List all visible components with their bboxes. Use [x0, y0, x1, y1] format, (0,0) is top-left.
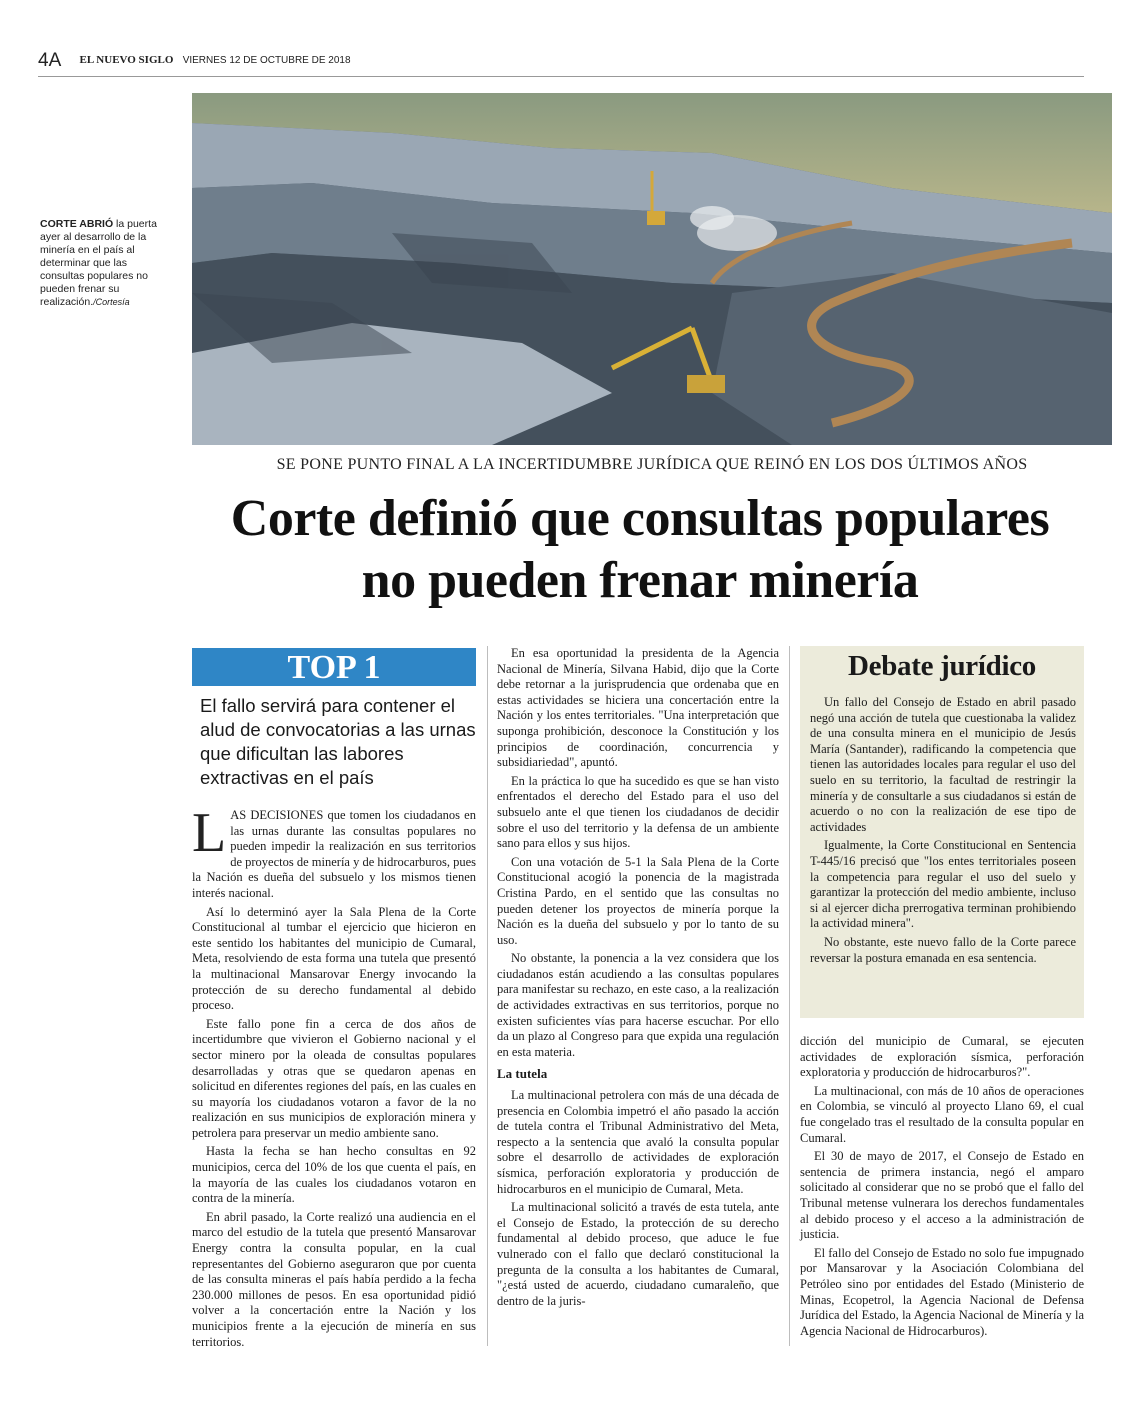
photo-caption	[40, 218, 170, 309]
caption-text: la puerta ayer al desarrollo de la minería en el país al determinar que las consultas populares no pueden frenar su realización.	[40, 218, 157, 308]
article-paragraph: No obstante, la ponencia a la vez considera que los ciudadanos están acudiendo a las consultas populares para manifestar su rechazo, en este caso, a la realización de actividades extractivas en sus territorios, porque no existen suficientes vías para hacerse escuchar. Por ello da un plazo al Congreso para que expida una regulación en esta materia.	[497, 951, 779, 1059]
newspaper-name: EL NUEVO SIGLO	[79, 54, 174, 66]
article-paragraph: En la práctica lo que ha sucedido es que se han visto enfrentados el derecho del Estado para el uso del subsuelo ante el que tienen los ciudadanos de decidir sobre el uso del territorio y la defensa de un ambiente sano para ellos y sus hijos.	[497, 773, 779, 851]
article-paragraph: Este fallo pone fin a cerca de dos años de incertidumbre que vivieron el Gobierno nacional y el sector minero por la oleada de consultas populares desarrolladas y otras que se quedaron apenas en solicitud en diferentes regiones del país, en las cuales en su mayoría los ciudadanos votaron a favor de la no realización en sus municipios de exploración minera y petrolera para preservar un medio ambiente sano.	[192, 1016, 476, 1140]
page-number: 4A	[38, 50, 61, 71]
subhead: La tutela	[497, 1066, 548, 1082]
kicker: SE PONE PUNTO FINAL A LA INCERTIDUMBRE JURÍDICA QUE REINÓ EN LOS DOS ÚLTIMOS AÑOS	[276, 456, 1028, 473]
top-rule	[38, 76, 1084, 77]
lead-smallcaps: AS DECISIONES	[230, 808, 324, 822]
article-paragraph: Con una votación de 5-1 la Sala Plena de la Corte Constitucional acogió la ponencia de la magistrada Cristina Pardo, en el sentido que las consultas no pueden detener los proyectos de minería porque la Nación es la dueña del subsuelo y por lo tanto de su uso.	[497, 854, 779, 947]
article-paragraph: En abril pasado, la Corte realizó una audiencia en el marco del estudio de la tutela que presentó Mansarovar Energy contra la consulta popular, en la cual representantes del Gobierno aseguraron que por cuenta de las consulta mineras el país había perdido a la fecha 230.000 millones de pesos. En esa oportunidad pidió volver a la concertación entre la Nación y los municipios frente a la ejecución de minería en sus territorios.	[192, 1209, 476, 1349]
article-paragraph: El fallo del Consejo de Estado no solo fue impugnado por Mansarovar y la Asociación Colombiana del Petróleo sino por entidades del Estado (Ministerio de Minas, Ecopetrol, la Agencia Nacional de Defensa Jurídica del Estado, la Agencia Nacional de Minería y la Agencia Nacional de Hidrocarburos).	[800, 1245, 1084, 1338]
issue-date: VIERNES 12 DE OCTUBRE DE 2018	[182, 55, 351, 66]
column-divider	[789, 646, 790, 1346]
caption-lead: CORTE ABRIÓ	[40, 218, 114, 230]
article-paragraph: La multinacional petrolera con más de una década de presencia en Colombia impetró el año pasado la acción de tutela contra el Tribunal Administrativo del Meta, respecto a la sentencia que avaló la consulta popular sobre el desarrollo de actividades de exploración sísmica, perforación exploratoria y producción de hidrocarburos en el municipio de Cumaral, Meta.	[497, 1088, 779, 1196]
headline-line-1: Corte definió que consultas populares	[230, 490, 1050, 547]
caption-credit: /Cortesía	[93, 297, 130, 307]
lead-text: que tomen los ciudadanos en las urnas durante las consultas populares no pueden impedir la realización en sus territorios de proyectos de minería y de hidrocarburos, pues la Nación es dueña del subsuelo y los mismos tienen interés nacional.	[192, 808, 476, 900]
drop-cap: L	[192, 802, 227, 864]
page-folio	[38, 50, 351, 72]
article-paragraph: La multinacional, con más de 10 años de operaciones en Colombia, se vinculó al proyecto Llano 69, el cual fue congelado tras el resultado de la consulta popular en Cumaral.	[800, 1083, 1084, 1145]
sidebar-title: Debate jurídico	[848, 650, 1036, 682]
article-lead-paragraph	[192, 802, 476, 902]
deck-summary: El fallo servirá para contener el alud de convocatorias a las urnas que dificultan las labores extractivas en el país	[200, 695, 476, 788]
sidebar-body	[810, 695, 1076, 969]
mine-photo	[192, 93, 1112, 445]
top-box-label: TOP 1	[192, 648, 476, 686]
article-paragraph: El 30 de mayo de 2017, el Consejo de Estado en sentencia de primera instancia, negó el amparo solicitado al considerar que no se probó que el fallo del Tribunal metense vulnerara los derechos fundamentales al debido proceso y el acceso a la administración de justicia.	[800, 1149, 1084, 1242]
headline	[150, 488, 1124, 612]
article-paragraph: Hasta la fecha se han hecho consultas en 92 municipios, cerca del 10% de los que cuenta el país, en la mayoría de las cuales los ciudadanos votaron en contra de la minería.	[192, 1144, 476, 1206]
sidebar-paragraph: Igualmente, la Corte Constitucional en Sentencia T-445/16 precisó que "los entes territoriales poseen la competencia para regular el uso del suelo y garantizar la protección del medio ambiente, incluso si al ejercer dicha prerrogativa terminan prohibiendo la actividad minera".	[810, 838, 1076, 931]
headline-line-2: no pueden frenar minería	[361, 552, 919, 609]
article-column-1	[192, 802, 476, 1353]
sidebar-paragraph: No obstante, este nuevo fallo de la Corte parece reversar la postura emanada en esa sentencia.	[810, 934, 1076, 965]
article-paragraph: En esa oportunidad la presidenta de la Agencia Nacional de Minería, Silvana Habid, dijo que la Corte debe retornar a la jurisprudencia que ordenaba que en estas actividades se hiciera una concertación entre la Nación y los entes territoriales. "Una interpretación que suponga prohibición, desconoce la Constitución y los principios de coordinación, concurrencia y subsidiariedad", apuntó.	[497, 646, 779, 770]
article-paragraph: Así lo determinó ayer la Sala Plena de la Corte Constitucional al tumbar el ejercicio que hicieron en este sentido los habitantes del municipio de Cumaral, Meta, resolviendo de esta forma una tutela que presentó la multinacional Mansarovar Energy invocando la protección de su derecho fundamental al debido proceso.	[192, 904, 476, 1013]
column-divider	[487, 646, 488, 1346]
article-paragraph: La multinacional solicitó a través de esta tutela, ante el Consejo de Estado, la protección de su derecho fundamental al debido proceso, que aduce le fue vulnerado con el fallo que declaró constitucional la pregunta de la consulta a los habitantes de Cumaral, "¿está usted de acuerdo, ciudadano cumaraleño, que dentro de la juris-	[497, 1200, 779, 1308]
sidebar-paragraph: Un fallo del Consejo de Estado en abril pasado negó una acción de tutela que cuestionaba la validez de una consulta minera en el municipio de Jesús María (Santander), radificando la competencia que tienen las autoridades locales para regular el uso del suelo en su territorio, la facultad de restringir la minería y de consultarle a sus ciudadanos si están de acuerdo o no con la realización de ese tipo de actividades	[810, 695, 1076, 834]
article-paragraph: dicción del municipio de Cumaral, se ejecuten actividades de exploración sísmica, perforación exploratoria y producción de hidrocarburos?".	[800, 1034, 1084, 1080]
article-column-3	[800, 1034, 1084, 1342]
article-column-2	[497, 646, 779, 1312]
open-pit-mine-illustration	[192, 93, 1112, 445]
